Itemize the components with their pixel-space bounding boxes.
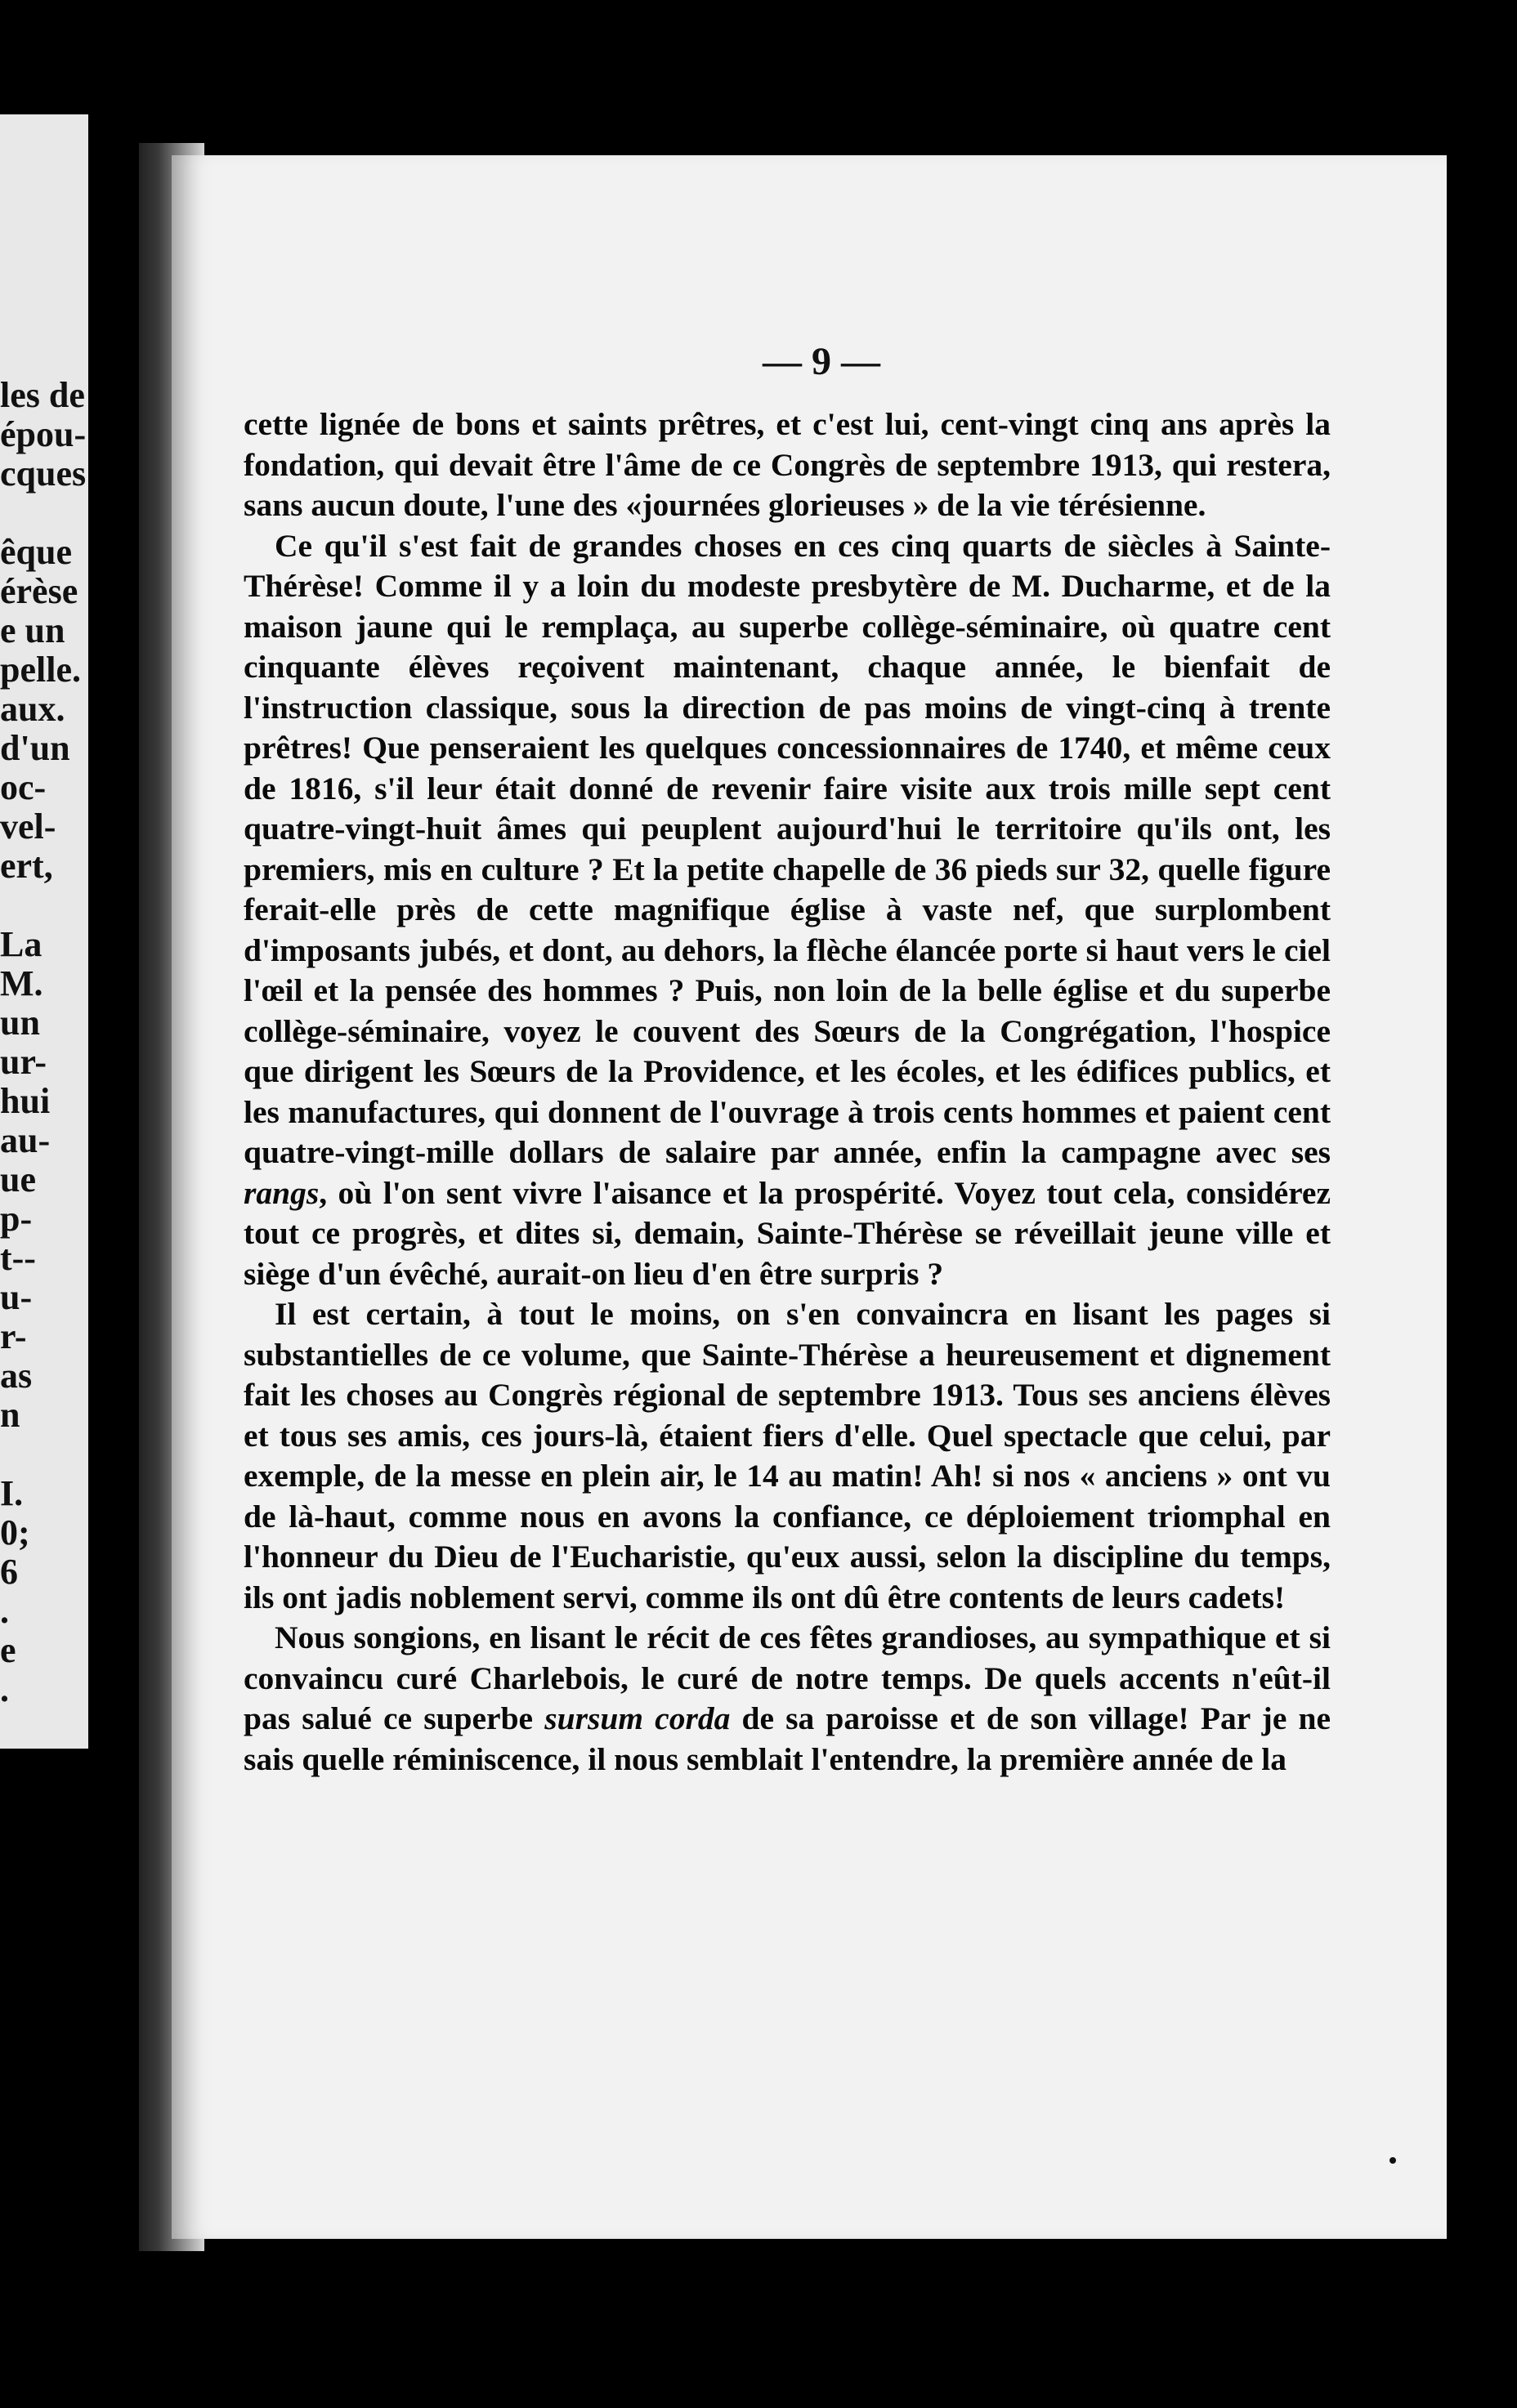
adjacent-page-line: les de bbox=[0, 375, 85, 415]
adjacent-page-line: La bbox=[0, 924, 43, 964]
adjacent-page-line: d'un bbox=[0, 728, 70, 768]
adjacent-page-line: n bbox=[0, 1395, 20, 1435]
paragraph-4-italic: sursum corda bbox=[544, 1700, 731, 1736]
adjacent-page-line: hui bbox=[0, 1081, 51, 1121]
adjacent-page-line: ue bbox=[0, 1159, 36, 1200]
page-body bbox=[244, 404, 1331, 1780]
adjacent-page-line: êque bbox=[0, 532, 72, 572]
paragraph-4-text: Nous songions, en lisant le récit de ces fêtes grandioses, au sympathique et si convaincu curé Charlebois, le curé de notre temps. De quels accents n'eût-il pas salué ce superbe bbox=[244, 1619, 1331, 1736]
adjacent-page-line: au- bbox=[0, 1120, 51, 1160]
paragraph-3 bbox=[244, 1294, 1331, 1618]
paragraph-2-italic: rangs bbox=[244, 1174, 320, 1211]
adjacent-page bbox=[0, 114, 88, 1749]
adjacent-page-line: épou- bbox=[0, 414, 87, 454]
adjacent-page-line: ert, bbox=[0, 846, 53, 886]
adjacent-page-line: 6 bbox=[0, 1552, 18, 1592]
adjacent-page-line: u- bbox=[0, 1277, 33, 1317]
paragraph-3-text: Il est certain, à tout le moins, on s'en convaincra en lisant les pages si substantielles de ce volume, que Sainte-Thérèse a heureusement et dignement fait les choses au Congrès régional de septembre 1913. Tous ses anciens élèves et tous ses amis, ces jours-là, étaient fiers d'elle. Quel spectacle que celui, par exemple, de la messe en plein air, le 14 au matin! Ah! si nos « anciens » ont vu de là-haut, comme nous en avons la confiance, ce déploiement triomphal en l'honneur du Dieu de l'Eucharistie, qu'eux aussi, selon la discipline du temps, ils ont jadis noblement servi, comme ils ont dû être contents de leurs cadets! bbox=[244, 1296, 1331, 1615]
adjacent-page-line: e bbox=[0, 1630, 16, 1670]
adjacent-page-line: cques bbox=[0, 453, 87, 494]
paragraph-4 bbox=[244, 1618, 1331, 1780]
adjacent-page-line: . bbox=[0, 1591, 9, 1631]
page-number: — 9 — bbox=[763, 340, 880, 383]
adjacent-page-line: e un bbox=[0, 610, 65, 650]
adjacent-page-line: p- bbox=[0, 1199, 33, 1239]
adjacent-page-line: aux. bbox=[0, 689, 65, 729]
adjacent-page-line: oc- bbox=[0, 767, 47, 807]
book-page bbox=[172, 155, 1447, 2239]
paragraph-4-text-after: de sa paroisse et de son village! Par je ne sais quelle réminiscence, il nous semblait l'entendre, la première année de la bbox=[244, 1700, 1331, 1777]
paragraph-1-text: cette lignée de bons et saints prêtres, et c'est lui, cent-vingt cinq ans après la fondation, qui devait être l'âme de ce Congrès de septembre 1913, qui restera, sans aucun doute, l'une des «journées glorieuses » de la vie térésienne. bbox=[244, 406, 1331, 523]
adjacent-page-line: érèse bbox=[0, 571, 78, 611]
paragraph-2-text-after: , où l'on sent vivre l'aisance et la prospérité. Voyez tout cela, considérez tout ce progrès, et dites si, demain, Sainte-Thérèse se réveillait jeune ville et siège d'un évêché, aurait-on lieu d'en être surpris ? bbox=[244, 1174, 1331, 1292]
paragraph-2 bbox=[244, 526, 1331, 1295]
adjacent-page-line: as bbox=[0, 1356, 33, 1396]
adjacent-page-line: pelle. bbox=[0, 650, 81, 690]
adjacent-page-line: un bbox=[0, 1003, 40, 1043]
adjacent-page-line: M. bbox=[0, 963, 43, 1003]
adjacent-page-line: t-- bbox=[0, 1238, 36, 1278]
scan-speck bbox=[1389, 2157, 1396, 2164]
adjacent-page-line: ur- bbox=[0, 1042, 47, 1082]
adjacent-page-line: . bbox=[0, 1669, 9, 1709]
adjacent-page-line: vel- bbox=[0, 806, 56, 847]
adjacent-page-line: I. bbox=[0, 1473, 24, 1513]
adjacent-page-line: 0; bbox=[0, 1512, 30, 1552]
adjacent-page-line: r- bbox=[0, 1316, 27, 1356]
paragraph-1 bbox=[244, 404, 1331, 526]
paragraph-2-text: Ce qu'il s'est fait de grandes choses en ces cinq quarts de siècles à Sainte-Thérèse! Comme il y a loin du modeste presbytère de M. Ducharme, et de la maison jaune qui le remplaça, au superbe collège-séminaire, où quatre cent cinquante élèves reçoivent maintenant, chaque année, le bienfait de l'instruction classique, sous la direction de pas moins de vingt-cinq à trente prêtres! Que penseraient les quelques concessionnaires de 1740, et même ceux de 1816, s'il leur était donné de revenir faire visite aux trois mille sept cent quatre-vingt-huit âmes qui peuplent aujourd'hui le territoire qu'ils ont, les premiers, mis en culture ? Et la petite chapelle de 36 pieds sur 32, quelle figure ferait-elle près de cette magnifique église à vaste nef, que surplombent d'imposants jubés, et dont, au dehors, la flèche élancée porte si haut vers le ciel l'œil et la pensée des hommes ? Puis, non loin de la belle église et du superbe collège-séminaire, voyez le couvent des Sœurs de la Congrégation, l'hospice que dirigent les Sœurs de la Providence, et les écoles, et les édifices publics, et les manufactures, qui donnent de l'ouvrage à trois cents hommes et paient cent quatre-vingt-mille dollars de salaire par année, enfin la campagne avec ses bbox=[244, 527, 1331, 1170]
